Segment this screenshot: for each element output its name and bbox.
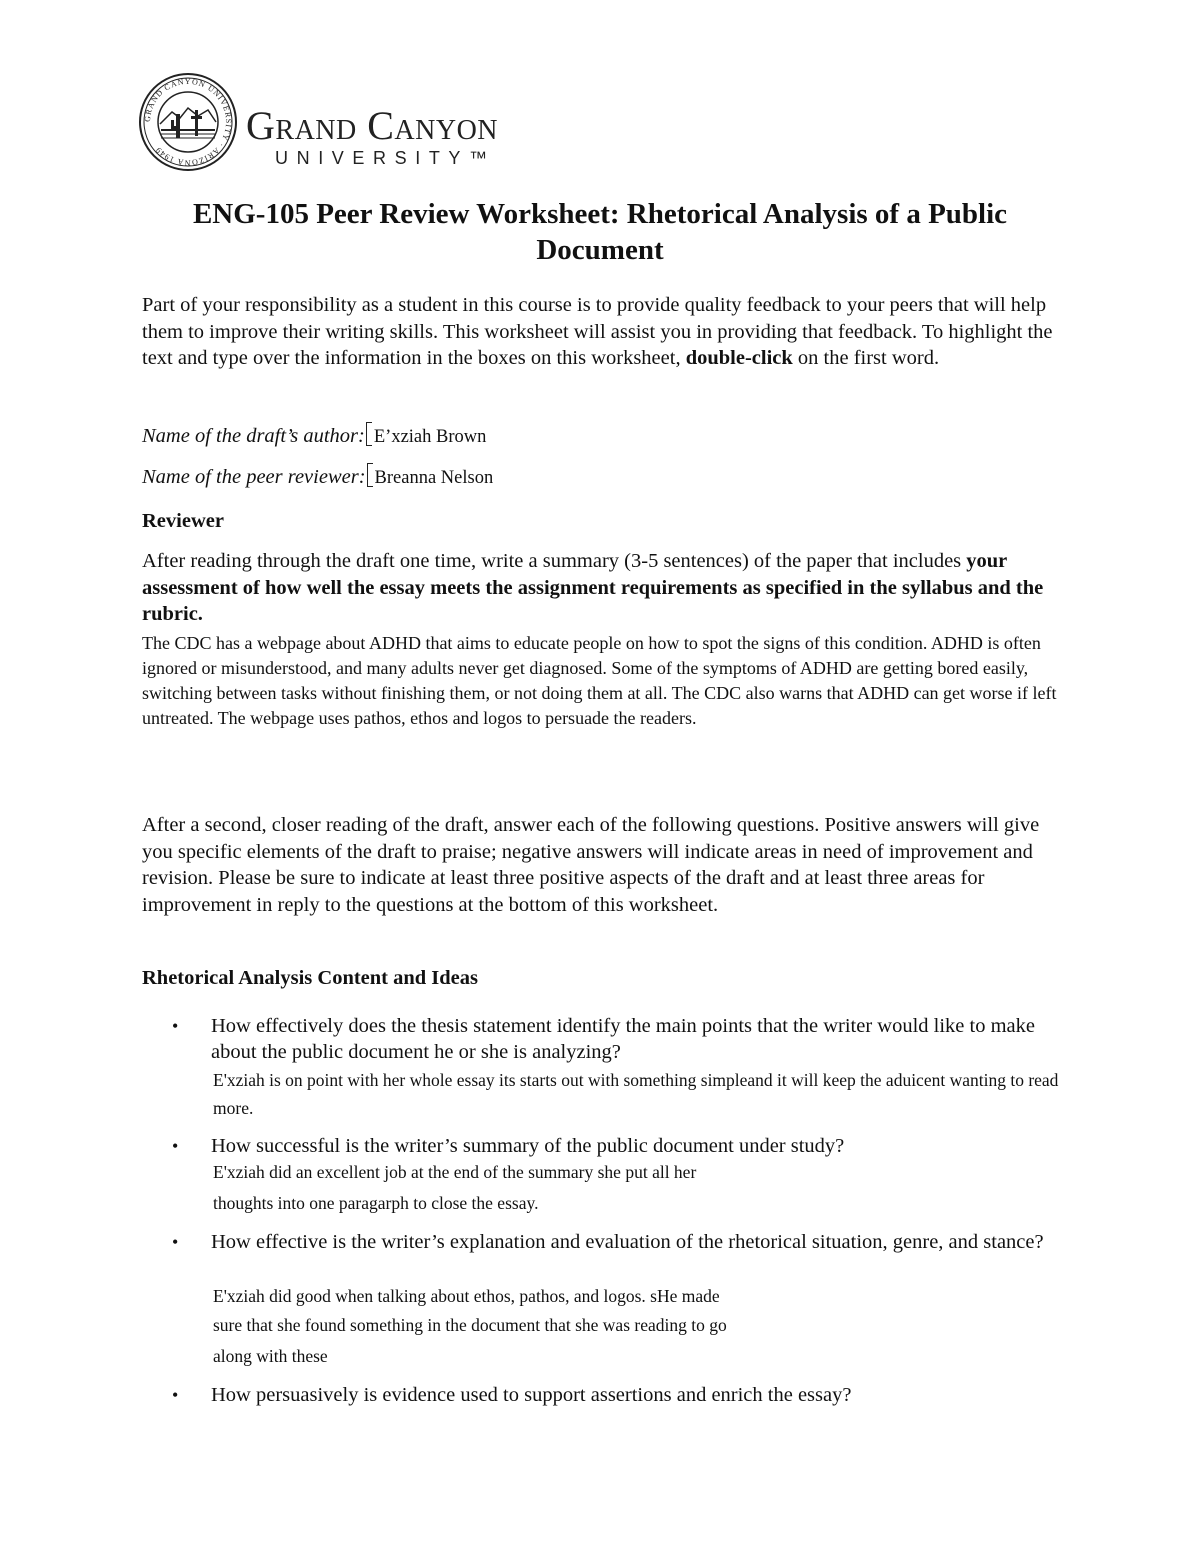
reviewer-field[interactable]: Breanna Nelson xyxy=(374,468,494,488)
reviewer-row xyxy=(142,463,493,489)
answer-1-field[interactable]: E'xziah is on point with her whole essay its starts out with something simpleand it will keep the aduicent wanting to read more. xyxy=(213,1070,1059,1118)
question-2: How successful is the writer’s summary of the public document under study? xyxy=(211,1135,845,1157)
bullet-icon: • xyxy=(172,1136,179,1156)
question-1: How effectively does the thesis statement identify the main points that the writer would like to make about the public document he or she is analyzing? xyxy=(211,1015,1035,1063)
section-heading: Rhetorical Analysis Content and Ideas xyxy=(142,967,479,989)
intro-paragraph xyxy=(142,292,1072,372)
summary-prompt xyxy=(142,548,1072,628)
bullet-icon: • xyxy=(172,1385,179,1405)
wordmark-name: Grand Canyon xyxy=(246,103,499,148)
author-field[interactable]: E’xziah Brown xyxy=(373,427,487,447)
answer-3-line-3[interactable]: along with these xyxy=(213,1346,328,1366)
answer-3-line-1[interactable]: E'xziah did good when talking about ethos, pathos, and logos. sHe made xyxy=(213,1286,720,1306)
intro-text: Part of your responsibility as a student in this course is to provide quality feedback to your peers that will help them to improve their writing skills. This worksheet will assist you in providing that feedback. To highlight the text and type over the information in the boxes on this worksheet, xyxy=(142,294,1053,369)
bullet-icon: • xyxy=(172,1232,179,1252)
intro-tail: on the first word. xyxy=(792,347,940,369)
author-row xyxy=(142,422,486,448)
intro-bold: double-click xyxy=(685,347,793,369)
summary-answer-field[interactable]: The CDC has a webpage about ADHD that aims to educate people on how to spot the signs of this condition. ADHD is often ignored or misunderstood, and many adults never get diagnosed. Some of the symptoms of ADHD are getting bored easily, switching between tasks without finishing them, or not doing them at all. The CDC also warns that ADHD can get worse if left untreated. The webpage uses pathos, ethos and logos to persuade the readers. xyxy=(142,633,1057,728)
wordmark xyxy=(246,103,499,169)
author-label: Name of the draft’s author: xyxy=(142,425,365,447)
university-seal-icon xyxy=(138,72,238,172)
university-logo xyxy=(138,72,598,172)
summary-prompt-text: After reading through the draft one time, write a summary (3-5 sentences) of the paper that includes xyxy=(142,550,967,572)
field-bracket-icon xyxy=(366,422,372,446)
answer-3-line-2[interactable]: sure that she found something in the document that she was reading to go xyxy=(213,1315,727,1335)
summary-prompt-bold: your assessment of how well the essay meets the assignment requirements as specified in the syllabus and the rubric. xyxy=(142,550,1044,625)
reviewer-label: Name of the peer reviewer: xyxy=(142,466,366,488)
title-line-1: ENG-105 Peer Review Worksheet: Rhetorical Analysis of a Public xyxy=(192,198,1008,230)
question-3: How effective is the writer’s explanation and evaluation of the rhetorical situation, genre, and stance? xyxy=(211,1231,1044,1253)
answer-2-line-2[interactable]: thoughts into one paragarph to close the essay. xyxy=(213,1193,539,1213)
page-title xyxy=(100,196,1100,268)
wordmark-university: UNIVERSITY™ xyxy=(275,148,496,168)
question-4: How persuasively is evidence used to support assertions and enrich the essay? xyxy=(211,1384,852,1406)
field-bracket-icon xyxy=(367,463,373,487)
bullet-icon: • xyxy=(172,1016,179,1036)
second-reading-paragraph: After a second, closer reading of the draft, answer each of the following questions. Positive answers will give you specific elements of the draft to praise; negative answers will indicate areas in need of improvement and revision. Please be sure to indicate at least three positive aspects of the draft and at least three areas for improvement in reply to the questions at the bottom of this worksheet. xyxy=(142,814,1040,916)
reviewer-heading: Reviewer xyxy=(142,510,224,532)
seal-text: GRAND CANYON UNIVERSITY · ARIZONA 1949 xyxy=(142,76,234,168)
answer-2-line-1[interactable]: E'xziah did an excellent job at the end of the summary she put all her xyxy=(213,1162,697,1182)
title-line-2: Document xyxy=(536,234,664,266)
